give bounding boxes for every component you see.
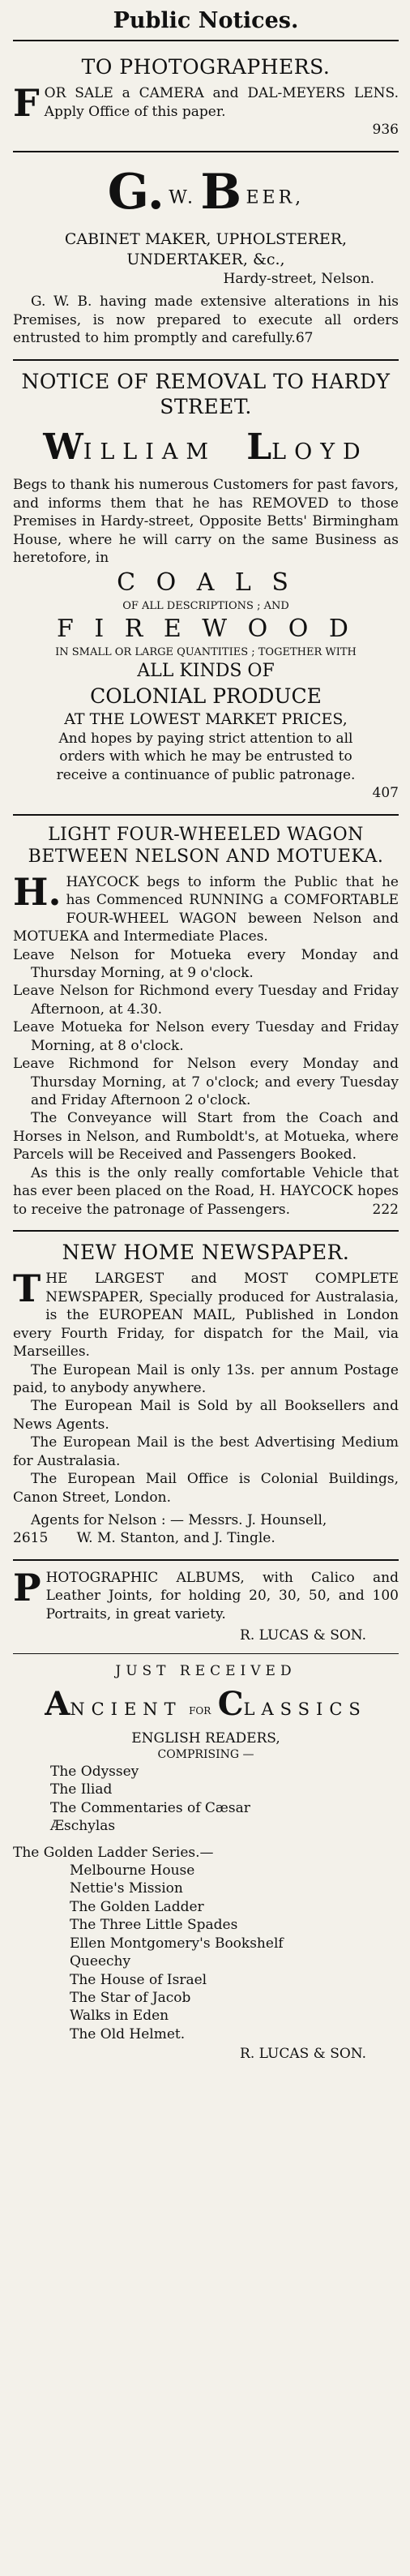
series-item: The Old Helmet.: [70, 2025, 186, 2042]
ad-beer: [13, 161, 399, 348]
ad-body: The European Mail Office is Colonial Buildings, Canon Street, London.: [13, 1471, 399, 1506]
ad-wagon: [13, 824, 399, 1219]
drop-cap: H.: [13, 869, 62, 914]
series-item: Ellen Montgomery's Bookshelf: [70, 1935, 284, 1952]
ad-line: F I R E W O O D: [57, 615, 355, 644]
ad-body: [13, 1267, 399, 1361]
newspaper-column: [13, 0, 399, 2064]
ad-body: [13, 1164, 399, 1219]
ad-line: COMPRISING —: [157, 1748, 254, 1762]
ad-photographers: [13, 54, 399, 139]
series-item: The House of Israel: [70, 1971, 207, 1988]
divider: [13, 1653, 399, 1654]
series-item: The Star of Jacob: [70, 1990, 191, 2007]
ad-body: [13, 869, 399, 946]
ad-signature: R. LUCAS & SON.: [240, 2046, 366, 2063]
ad-body: [13, 1565, 399, 1623]
ad-heading: TO PHOTOGRAPHERS.: [81, 55, 331, 79]
ad-title: [13, 161, 399, 225]
ad-text: W. M. Stanton, and J. Tingle.: [76, 1530, 275, 1547]
book-item: The Iliad: [50, 1781, 113, 1798]
ad-line: CABINET MAKER, UPHOLSTERER,: [64, 229, 348, 248]
drop-cap: P: [13, 1565, 41, 1609]
book-list: [13, 1763, 399, 1836]
ad-number: 222: [372, 1201, 399, 1218]
title-rest: LOYD: [271, 439, 369, 465]
book-item: Æschylas: [50, 1818, 116, 1835]
ad-text: OR SALE a CAMERA and DAL-MEYERS LENS. Apply Office of this paper.: [44, 85, 399, 120]
title-cap: L: [246, 426, 272, 469]
series-item: Queechy: [70, 1953, 131, 1970]
series-item: Walks in Eden: [70, 2008, 169, 2025]
ad-albums: [13, 1565, 399, 1645]
series-heading: The Golden Ladder Series.—: [13, 1844, 214, 1861]
title-rest: LASSICS: [243, 1699, 367, 1720]
ad-text: As this is the only really comfortable Vehicle that has ever been placed on the Road, H. HAYCOCK hopes to receive the patronage of Passengers.: [13, 1164, 399, 1218]
series-item: Melbourne House: [70, 1862, 195, 1879]
ad-line: Hardy-street, Nelson.: [223, 270, 374, 287]
divider: [13, 814, 399, 816]
ad-text: G. W. B. having made extensive alterations in his Premises, is now prepared to execute all orders entrusted to him promptly and carefully.: [13, 294, 399, 347]
schedule-item: Leave Richmond for Nelson every Monday and Thursday Morning, at 7 o'clock; and every Tuesday and Friday Afternoon 2 o'clock.: [13, 1056, 399, 1109]
divider: [13, 151, 399, 152]
title-cap: B: [200, 163, 242, 221]
ad-newspaper: [13, 1240, 399, 1548]
ad-line: AT THE LOWEST MARKET PRICES,: [64, 709, 348, 728]
divider: [13, 1559, 399, 1561]
ad-line: IN SMALL OR LARGE QUANTITIES ; TOGETHER WITH: [55, 645, 357, 658]
ad-number: 936: [372, 122, 399, 139]
ad-number: 407: [372, 785, 399, 802]
ad-body: And hopes by paying strict attention to all orders with which he may be entrusted to receive a continuance of public patronage.: [56, 731, 356, 783]
ad-heading: NEW HOME NEWSPAPER.: [62, 1241, 350, 1265]
drop-cap: F: [13, 81, 40, 126]
ad-number: 2615: [13, 1530, 49, 1547]
ad-text: HAYCOCK begs to inform the Public that he has Commenced RUNNING a COMFORTABLE FOUR-WHEEL WAGON beween Nelson and MOTUEKA and Intermediate Places.: [13, 873, 399, 945]
series-list: [13, 1862, 399, 2043]
ad-heading: NOTICE OF REMOVAL TO HARDY STREET.: [21, 369, 391, 418]
ad-line: ALL KINDS OF: [137, 660, 275, 681]
series-item: Nettie's Mission: [70, 1880, 183, 1897]
ad-line: COLONIAL PRODUCE: [90, 684, 322, 708]
ad-classics: [13, 1662, 399, 2064]
ad-line: Agents for Nelson : — Messrs. J. Hounsell,: [31, 1512, 327, 1529]
ad-body: The European Mail is only 13s. per annum Postage paid, to anybody anywhere.: [13, 1361, 399, 1396]
schedule-list: [13, 946, 399, 1110]
ad-line: C O A L S: [117, 568, 295, 598]
title-initial: W.: [169, 186, 196, 208]
ad-heading: JUST RECEIVED: [115, 1662, 297, 1679]
ad-signature: R. LUCAS & SON.: [240, 1627, 366, 1644]
ad-line: [13, 1529, 399, 1547]
ad-body: [13, 81, 399, 139]
ad-title: [13, 424, 399, 471]
ad-line: UNDERTAKER, &c.,: [126, 250, 285, 268]
book-item: The Odyssey: [50, 1763, 139, 1780]
ad-body: Begs to thank his numerous Customers for past favors, and informs them that he has REMOVED to those Premises in Hardy-street, Opposite Betts' Birmingham House, where he will carry on the same Business as heretofore, in: [13, 477, 399, 566]
ad-body: The European Mail is the best Advertising Medium for Australasia.: [13, 1434, 399, 1469]
schedule-item: Leave Motueka for Nelson every Tuesday and Friday Morning, at 8 o'clock.: [13, 1019, 399, 1054]
ad-body: The European Mail is Sold by all Booksellers and News Agents.: [13, 1398, 399, 1433]
drop-cap: T: [13, 1267, 41, 1311]
series-item: The Golden Ladder: [70, 1898, 204, 1915]
schedule-item: Leave Nelson for Motueka every Monday and Thursday Morning, at 9 o'clock.: [13, 946, 399, 981]
ad-body: The Conveyance will Start from the Coach and Horses in Nelson, and Rumboldt's, at Motueka, where Parcels will be Received and Passengers Booked.: [13, 1110, 399, 1164]
title-cap: G.: [107, 163, 164, 221]
title-cap: W: [43, 426, 83, 469]
title-connector: FOR: [189, 1704, 211, 1717]
title-cap: A: [45, 1685, 70, 1724]
ad-line: ENGLISH READERS,: [131, 1729, 280, 1747]
title-rest: NCIENT: [70, 1699, 182, 1720]
ad-lloyd: [13, 369, 399, 803]
divider: [13, 359, 399, 361]
title-rest: EER,: [246, 186, 305, 208]
ad-line: OF ALL DESCRIPTIONS ; AND: [122, 600, 289, 613]
title-cap: C: [217, 1685, 244, 1724]
ad-text: HE LARGEST and MOST COMPLETE NEWSPAPER, Specially produced for Australasia, is the EUROPEAN MAIL, Published in London every Fourth Friday, for dispatch for the Mail, via Marseilles.: [13, 1271, 399, 1361]
ad-body: [13, 293, 399, 347]
ad-number: 67: [295, 330, 314, 347]
schedule-item: Leave Nelson for Richmond every Tuesday and Friday Afternoon, at 4.30.: [13, 983, 399, 1018]
ad-title: [13, 1683, 399, 1726]
page-title: Public Notices.: [13, 5, 399, 41]
divider: [13, 1230, 399, 1232]
title-rest: ILLIAM: [83, 439, 217, 465]
ad-heading: LIGHT FOUR-WHEELED WAGON BETWEEN NELSON AND MOTUEKA.: [28, 824, 384, 868]
ad-text: HOTOGRAPHIC ALBUMS, with Calico and Leather Joints, for holding 20, 30, 50, and 100 Portraits, in great variety.: [45, 1569, 399, 1622]
series-item: The Three Little Spades: [70, 1917, 238, 1934]
book-item: The Commentaries of Cæsar: [50, 1799, 250, 1816]
